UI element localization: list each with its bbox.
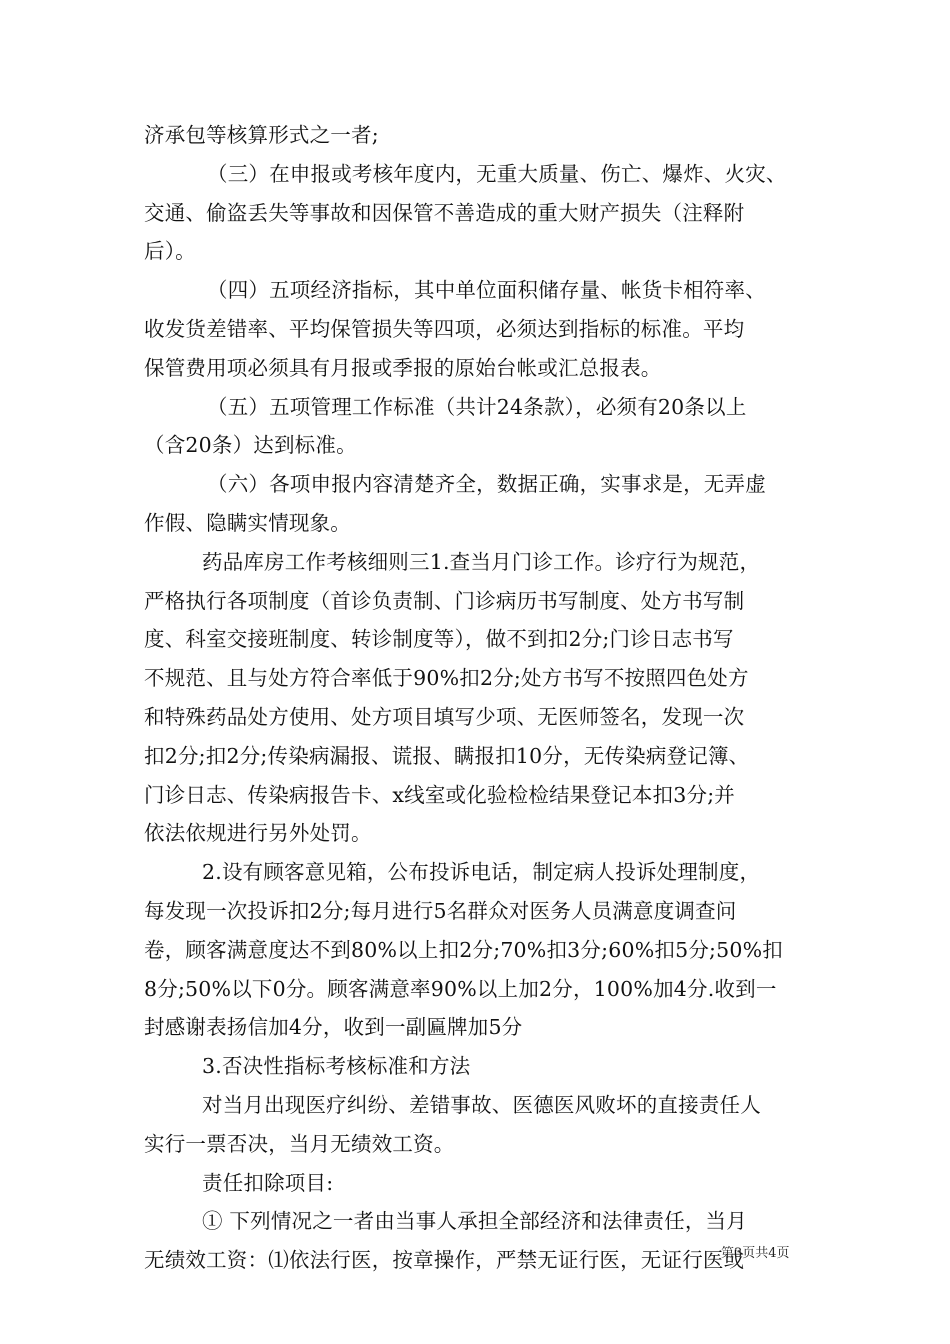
- document-body: [144, 116, 812, 1280]
- text-line: 严格执行各项制度（首诊负责制、门诊病历书写制度、处方书写制: [144, 588, 745, 613]
- text-line: 济承包等核算形式之一者;: [144, 123, 379, 147]
- text-line: 作假、隐瞒实情现象。: [144, 510, 351, 535]
- text-line: （三）在申报或考核年度内，无重大质量、伤亡、爆炸、火灾、: [207, 161, 787, 186]
- text-line: 不规范、且与处方符合率低于90%扣2分;处方书写不按照四色处方: [144, 666, 749, 691]
- text-line: 收发货差错率、平均保管损失等四项，必须达到指标的标准。平均: [144, 316, 745, 341]
- text-line: ① 下列情况之一者由当事人承担全部经济和法律责任，当月: [202, 1209, 747, 1234]
- text-line: （含20条）达到标准。: [144, 433, 357, 458]
- text-line: 封感谢表扬信加4分，收到一副匾牌加5分: [144, 1015, 523, 1040]
- text-line: 8分;50%以下0分。顾客满意率90%以上加2分，100%加4分.收到一: [144, 976, 777, 1001]
- text-line: （四）五项经济指标，其中单位面积储存量、帐货卡相符率、: [207, 278, 766, 303]
- page-number: 第3页共4页: [721, 1246, 790, 1261]
- text-line: 对当月出现医疗纠纷、差错事故、医德医风败坏的直接责任人: [202, 1092, 761, 1117]
- text-line: （六）各项申报内容清楚齐全，数据正确，实事求是，无弄虚: [207, 472, 766, 497]
- text-line: 2.设有顾客意见箱，公布投诉电话，制定病人投诉处理制度，: [202, 860, 761, 885]
- text-line: 责任扣除项目:: [202, 1170, 334, 1195]
- text-line: 药品库房工作考核细则三1.查当月门诊工作。诊疗行为规范，: [202, 549, 761, 574]
- text-line: 每发现一次投诉扣2分;每月进行5名群众对医务人员满意度调查问: [144, 898, 737, 923]
- text-line: 保管费用项必须具有月报或季报的原始台帐或汇总报表。: [144, 355, 662, 380]
- text-line: 后）。: [144, 239, 196, 264]
- text-line: 度、科室交接班制度、转诊制度等），做不到扣2分;门诊日志书写: [144, 627, 734, 652]
- text-line: 3.否决性指标考核标准和方法: [202, 1054, 471, 1079]
- text-line: 无绩效工资：⑴依法行医，按章操作，严禁无证行医，无证行医或: [144, 1248, 745, 1273]
- text-line: 交通、偷盗丢失等事故和因保管不善造成的重大财产损失（注释附: [144, 200, 745, 225]
- text-line: 扣2分;扣2分;传染病漏报、谎报、瞒报扣10分，无传染病登记簿、: [144, 743, 750, 768]
- text-line: 和特殊药品处方使用、处方项目填写少项、无医师签名，发现一次: [144, 704, 745, 729]
- text-line: 卷，顾客满意度达不到80%以上扣2分;70%扣3分;60%扣5分;50%扣: [144, 937, 784, 962]
- text-line: （五）五项管理工作标准（共计24条款），必须有20条以上: [207, 394, 747, 419]
- text-line: 依法依规进行另外处罚。: [144, 821, 372, 846]
- text-line: 实行一票否决，当月无绩效工资。: [144, 1131, 455, 1156]
- text-line: 门诊日志、传染病报告卡、x线室或化验检检结果登记本扣3分;并: [144, 782, 736, 807]
